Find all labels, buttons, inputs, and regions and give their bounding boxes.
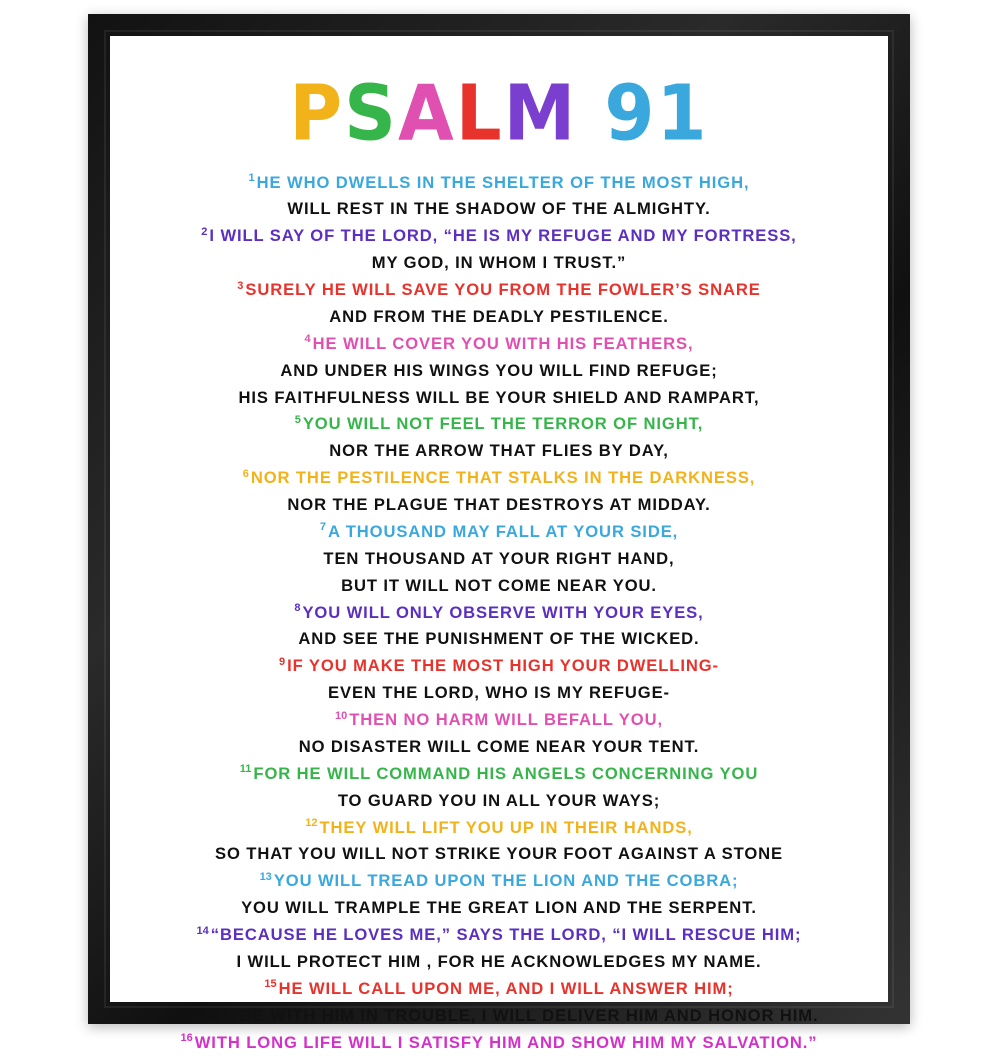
- verse-number: 2: [201, 225, 208, 238]
- verse-text: “BECAUSE HE LOVES ME,” SAYS THE LORD, “I WILL RESCUE HIM;: [210, 925, 802, 945]
- verse-text: YOU WILL ONLY OBSERVE WITH YOUR EYES,: [302, 602, 704, 622]
- verse-line: [136, 438, 862, 465]
- verse-number: 7: [319, 521, 326, 534]
- verse-number: 10: [335, 709, 348, 722]
- verse-list: [136, 170, 862, 1056]
- verse-number: 3: [237, 279, 244, 292]
- verse-line: [136, 707, 862, 734]
- verse-line: [136, 385, 862, 412]
- title-letter: M: [503, 68, 578, 158]
- verse-text: I WILL PROTECT HIM , FOR HE ACKNOWLEDGES MY NAME.: [236, 951, 762, 971]
- title-letter: 1: [656, 68, 709, 158]
- verse-text: NO DISASTER WILL COME NEAR YOUR TENT.: [298, 736, 700, 756]
- verse-number: 9: [279, 655, 286, 668]
- verse-line: [136, 331, 862, 358]
- verse-number: 14: [196, 924, 209, 937]
- verse-text: MY GOD, IN WHOM I TRUST.”: [371, 253, 627, 273]
- verse-text: WITH LONG LIFE WILL I SATISFY HIM AND SHOW HIM MY SALVATION.”: [194, 1032, 818, 1052]
- verse-line: [136, 761, 862, 788]
- picture-frame: [88, 14, 910, 1052]
- verse-text: SO THAT YOU WILL NOT STRIKE YOUR FOOT AGAINST A STONE: [215, 844, 783, 864]
- poster-artwork: [110, 36, 888, 1052]
- verse-text: THEY WILL LIFT YOU UP IN THEIR HANDS,: [319, 817, 693, 837]
- verse-line: [136, 196, 862, 223]
- verse-text: WILL REST IN THE SHADOW OF THE ALMIGHTY.: [287, 199, 711, 219]
- verse-text: HE WHO DWELLS IN THE SHELTER OF THE MOST HIGH,: [256, 172, 750, 192]
- verse-text: AND UNDER HIS WINGS YOU WILL FIND REFUGE;: [280, 360, 718, 380]
- verse-line: [136, 170, 862, 197]
- verse-text: YOU WILL TREAD UPON THE LION AND THE COBRA;: [273, 871, 739, 891]
- verse-line: [136, 411, 862, 438]
- verse-text: YOU WILL NOT FEEL THE TERROR OF NIGHT,: [302, 414, 704, 434]
- verse-text: AND SEE THE PUNISHMENT OF THE WICKED.: [298, 629, 700, 649]
- verse-text: EVEN THE LORD, WHO IS MY REFUGE-: [328, 683, 670, 703]
- title-letter: L: [455, 68, 504, 158]
- title-letter: P: [289, 68, 345, 158]
- verse-text: HIS FAITHFULNESS WILL BE YOUR SHIELD AND RAMPART,: [238, 387, 760, 407]
- verse-number: 5: [294, 413, 301, 426]
- title-letter: 9: [604, 68, 657, 158]
- verse-number: 12: [305, 817, 318, 830]
- verse-text: HE WILL CALL UPON ME, AND I WILL ANSWER HIM;: [278, 978, 734, 998]
- poster-mat: [110, 36, 888, 1052]
- verse-line: [136, 519, 862, 546]
- verse-text: NOR THE ARROW THAT FLIES BY DAY,: [329, 441, 669, 461]
- verse-number: 15: [264, 978, 277, 991]
- verse-line: [136, 1030, 862, 1056]
- verse-line: [136, 465, 862, 492]
- title-letter: [577, 74, 604, 154]
- verse-line: [136, 680, 862, 707]
- verse-line: [136, 492, 862, 519]
- verse-line: [136, 895, 862, 922]
- verse-text: HE WILL COVER YOU WITH HIS FEATHERS,: [312, 333, 694, 353]
- verse-line: [136, 949, 862, 976]
- verse-line: [136, 976, 862, 1003]
- title-letter: A: [398, 68, 456, 158]
- verse-line: [136, 358, 862, 385]
- verse-text: I WILL BE WITH HIM IN TROUBLE, I WILL DELIVER HIM AND HONOR HIM.: [179, 1005, 819, 1025]
- verse-number: 1: [248, 172, 255, 185]
- title-letter: S: [344, 68, 399, 158]
- verse-text: NOR THE PESTILENCE THAT STALKS IN THE DARKNESS,: [250, 468, 756, 488]
- verse-number: 8: [294, 602, 301, 615]
- verse-line: [136, 653, 862, 680]
- verse-text: TEN THOUSAND AT YOUR RIGHT HAND,: [323, 548, 675, 568]
- verse-text: NOR THE PLAGUE THAT DESTROYS AT MIDDAY.: [287, 495, 711, 515]
- verse-line: [136, 734, 862, 761]
- verse-text: THEN NO HARM WILL BEFALL YOU,: [349, 710, 663, 730]
- verse-line: [136, 922, 862, 949]
- verse-line: [136, 304, 862, 331]
- verse-text: BUT IT WILL NOT COME NEAR YOU.: [341, 575, 657, 595]
- verse-text: IF YOU MAKE THE MOST HIGH YOUR DWELLING-: [287, 656, 719, 676]
- verse-line: [136, 600, 862, 627]
- verse-text: TO GUARD YOU IN ALL YOUR WAYS;: [337, 790, 661, 810]
- verse-line: [136, 788, 862, 815]
- verse-line: [136, 841, 862, 868]
- verse-number: 6: [242, 467, 249, 480]
- verse-line: [136, 546, 862, 573]
- verse-text: FOR HE WILL COMMAND HIS ANGELS CONCERNING YOU: [253, 763, 759, 783]
- verse-text: I WILL SAY OF THE LORD, “HE IS MY REFUGE AND MY FORTRESS,: [209, 226, 797, 246]
- page-title: [136, 68, 862, 158]
- verse-number: 11: [239, 763, 252, 776]
- verse-number: 16: [180, 1032, 193, 1045]
- verse-line: [136, 868, 862, 895]
- verse-number: 13: [259, 870, 272, 883]
- verse-line: [136, 815, 862, 842]
- verse-number: 4: [304, 333, 311, 346]
- verse-text: SURELY HE WILL SAVE YOU FROM THE FOWLER’S SNARE: [245, 280, 761, 300]
- verse-text: YOU WILL TRAMPLE THE GREAT LION AND THE SERPENT.: [241, 898, 757, 918]
- verse-line: [136, 223, 862, 250]
- verse-line: [136, 573, 862, 600]
- verse-line: [136, 250, 862, 277]
- verse-line: [136, 626, 862, 653]
- verse-text: A THOUSAND MAY FALL AT YOUR SIDE,: [327, 521, 679, 541]
- verse-line: [136, 1003, 862, 1030]
- verse-line: [136, 277, 862, 304]
- verse-text: AND FROM THE DEADLY PESTILENCE.: [329, 306, 669, 326]
